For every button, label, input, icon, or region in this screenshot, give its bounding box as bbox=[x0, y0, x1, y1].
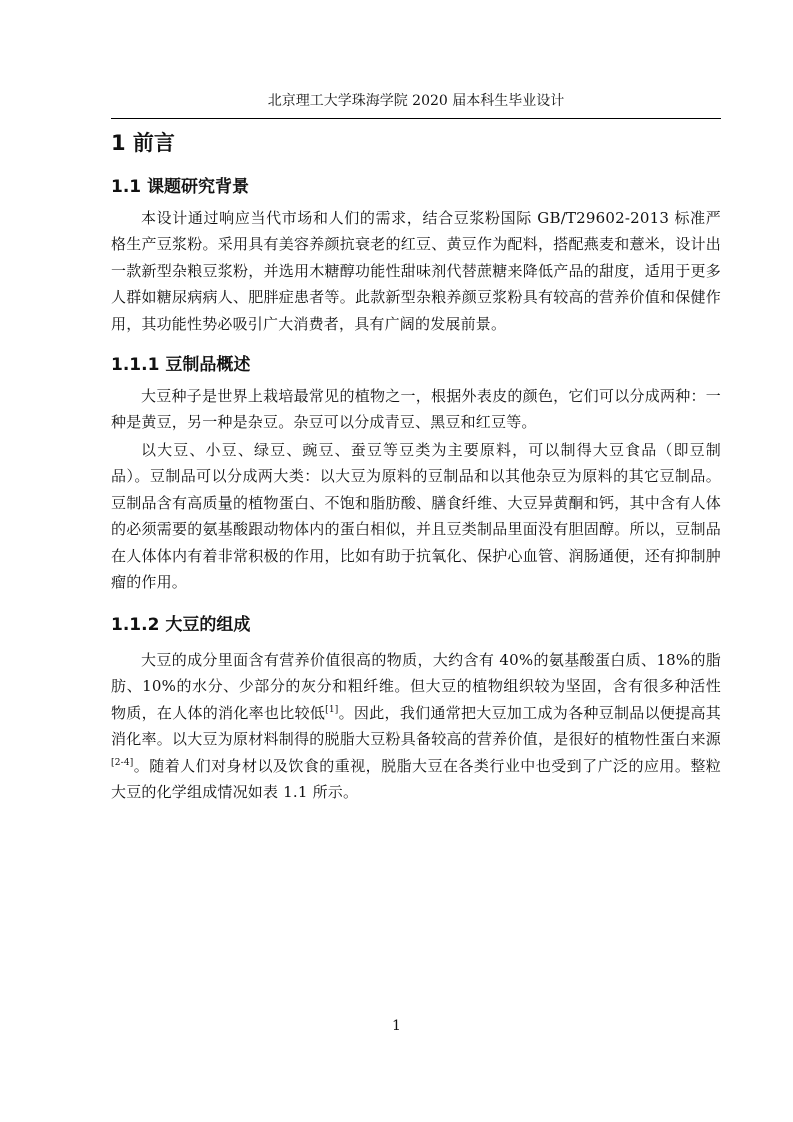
citation-1: [1] bbox=[325, 704, 339, 715]
paragraph-soybean-composition bbox=[111, 647, 721, 805]
paragraph-text-part-3: 。随着人们对身材以及饮食的重视，脱脂大豆在各类行业中也受到了广泛的应用。整粒大豆的化学组成情况如表 1.1 所示。 bbox=[111, 756, 721, 802]
page-number: 1 bbox=[392, 1018, 401, 1034]
section-heading-1-1-2: 1.1.2 大豆的组成 bbox=[111, 615, 251, 635]
paragraph-background: 本设计通过响应当代市场和人们的需求，结合豆浆粉国际 GB/T29602-2013 标准严格生产豆浆粉。采用具有美容养颜抗衰老的红豆、黄豆作为配料，搭配燕麦和薏米，设计出一款新型杂粮豆浆粉，并选用木糖醇功能性甜味剂代替蔗糖来降低产品的甜度，适用于更多人群如糖尿病病人、肥胖症患者等。此款新型杂粮养颜豆浆粉具有较高的营养价值和保健作用，其功能性势必吸引广大消费者，具有广阔的发展前景。 bbox=[111, 209, 721, 333]
paragraph-text-part-2: 。因此，我们通常把大豆加工成为各种豆制品以便提高其消化率。以大豆为原材料制得的脱脂大豆粉具备较高的营养价值，是很好的植物性蛋白来源 bbox=[111, 703, 721, 749]
paragraph-soy-products: 以大豆、小豆、绿豆、豌豆、蚕豆等豆类为主要原料，可以制得大豆食品（即豆制品）。豆制品可以分成两大类：以大豆为原料的豆制品和以其他杂豆为原料的其它豆制品。豆制品含有高质量的植物蛋白、不饱和脂肪酸、膳食纤维、大豆异黄酮和钙，其中含有人体的必须需要的氨基酸跟动物体内的蛋白相似，并且豆类制品里面没有胆固醇。所以，豆制品在人体体内有着非常积极的作用，比如有助于抗氧化、保护心血管、润肠通便，还有抑制肿瘤的作用。 bbox=[111, 441, 721, 592]
paragraph-text-part-1: 大豆的成分里面含有营养价值很高的物质，大约含有 40%的氨基酸蛋白质、18%的脂肪、10%的水分、少部分的灰分和粗纤维。但大豆的植物组织较为坚固，含有很多种活性物质，在人体的消化率也比较低 bbox=[111, 651, 721, 722]
page-header: 北京理工大学珠海学院 2020 届本科生毕业设计 bbox=[267, 93, 565, 109]
paragraph-soybean-types: 大豆种子是世界上栽培最常见的植物之一，根据外表皮的颜色，它们可以分成两种：一种是黄豆，另一种是杂豆。杂豆可以分成青豆、黑豆和红豆等。 bbox=[111, 387, 721, 432]
section-heading-1-1: 1.1 课题研究背景 bbox=[111, 177, 250, 197]
citation-2-4: [2-4] bbox=[111, 757, 134, 768]
chapter-heading: 1 前言 bbox=[111, 131, 175, 155]
header-rule bbox=[111, 118, 721, 119]
section-heading-1-1-1: 1.1.1 豆制品概述 bbox=[111, 355, 251, 375]
